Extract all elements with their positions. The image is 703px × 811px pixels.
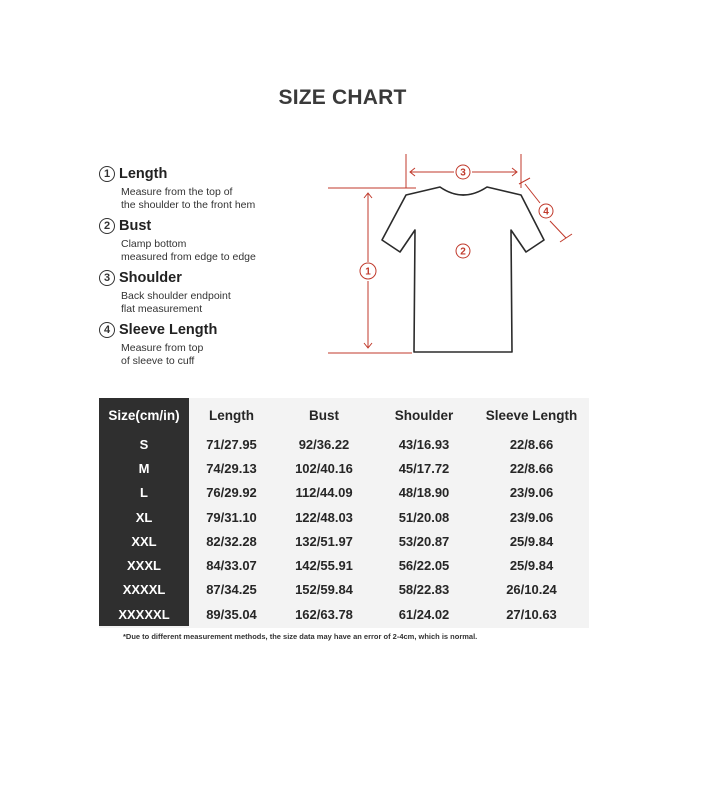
bust-cell: 132/51.97 [295, 533, 353, 549]
shoulder-cell: 43/16.93 [398, 436, 450, 452]
size-cell: L [99, 481, 189, 505]
sleeve-cell: 26/10.24 [506, 582, 557, 598]
bust-cell: 92/36.22 [298, 436, 350, 452]
legend-item-sleeve-length [99, 320, 217, 368]
marker-3-label: 3 [460, 167, 466, 179]
length-cell: 71/27.95 [206, 436, 257, 452]
marker-2-label: 2 [460, 246, 466, 258]
legend-item-shoulder [99, 268, 231, 316]
table-row [99, 578, 589, 602]
size-table [99, 398, 589, 626]
sleeve-cell: 25/9.84 [509, 558, 554, 574]
shoulder-cell: 56/22.05 [398, 558, 450, 574]
footnote: *Due to different measurement methods, the size data may have an error of 2-4cm, which is normal. [123, 632, 478, 641]
page-title: SIZE CHART [278, 86, 407, 109]
legend-description: Measure from top of sleeve to cuff [121, 342, 204, 367]
table-header-row [99, 398, 589, 432]
bust-cell: 152/59.84 [295, 582, 353, 598]
table-row [99, 505, 589, 529]
length-cell: 74/29.13 [206, 460, 257, 476]
length-cell: 89/35.04 [206, 606, 257, 622]
length-cell: 84/33.07 [206, 558, 257, 574]
legend-description: Measure from the top of the shoulder to the front hem [121, 186, 256, 211]
sleeve-cell: 22/8.66 [509, 460, 554, 476]
tshirt-diagram [320, 148, 590, 363]
length-cell: 82/32.28 [206, 533, 257, 549]
sleeve-cell: 23/9.06 [509, 509, 554, 525]
number-badge: 4 [99, 322, 115, 338]
sleeve-cell: 27/10.63 [506, 606, 557, 622]
table-row [99, 529, 589, 553]
table-row [99, 602, 589, 626]
tshirt-icon [382, 187, 544, 352]
size-cell: XXXXL [99, 578, 189, 602]
marker-1-label: 1 [365, 266, 371, 278]
legend-label: Length [119, 166, 168, 182]
table-row [99, 481, 589, 505]
bust-cell: 162/63.78 [295, 606, 353, 622]
bust-cell: 102/40.16 [295, 460, 353, 476]
column-header-size: Size(cm/in) [99, 398, 189, 432]
column-header-length: Length [209, 407, 254, 423]
size-cell: S [99, 432, 189, 456]
size-cell: XXXXXL [99, 602, 189, 626]
legend-item-bust [99, 216, 256, 264]
table-row [99, 553, 589, 577]
table-row [99, 456, 589, 480]
number-badge: 2 [99, 218, 115, 234]
shoulder-cell: 51/20.08 [398, 509, 450, 525]
length-cell: 87/34.25 [206, 582, 257, 598]
length-cell: 76/29.92 [206, 485, 257, 501]
size-cell: M [99, 456, 189, 480]
sleeve-cell: 22/8.66 [509, 436, 554, 452]
size-cell: XL [99, 505, 189, 529]
bust-cell: 122/48.03 [295, 509, 353, 525]
size-table-container [99, 398, 589, 628]
column-header-shoulder: Shoulder [394, 407, 454, 423]
shoulder-cell: 45/17.72 [398, 460, 450, 476]
bust-cell: 112/44.09 [295, 485, 353, 501]
shoulder-cell: 53/20.87 [398, 533, 450, 549]
number-badge: 1 [99, 166, 115, 182]
column-header-bust: Bust [309, 407, 339, 423]
legend-label: Shoulder [119, 270, 182, 286]
column-header-sleeve-length: Sleeve Length [485, 407, 578, 423]
length-cell: 79/31.10 [206, 509, 257, 525]
sleeve-cell: 25/9.84 [509, 533, 554, 549]
table-row [99, 432, 589, 456]
legend-description: Clamp bottom measured from edge to edge [121, 238, 256, 263]
legend-label: Sleeve Length [119, 322, 218, 338]
shoulder-cell: 58/22.83 [398, 582, 450, 598]
shoulder-cell: 61/24.02 [398, 606, 450, 622]
size-cell: XXXL [99, 553, 189, 577]
bust-cell: 142/55.91 [295, 558, 353, 574]
size-cell: XXL [99, 529, 189, 553]
legend-item-length [99, 164, 255, 212]
number-badge: 3 [99, 270, 115, 286]
legend-label: Bust [119, 218, 152, 234]
legend-description: Back shoulder endpoint flat measurement [121, 290, 231, 315]
sleeve-cell: 23/9.06 [509, 485, 554, 501]
shoulder-cell: 48/18.90 [398, 485, 450, 501]
marker-4-label: 4 [543, 206, 549, 218]
